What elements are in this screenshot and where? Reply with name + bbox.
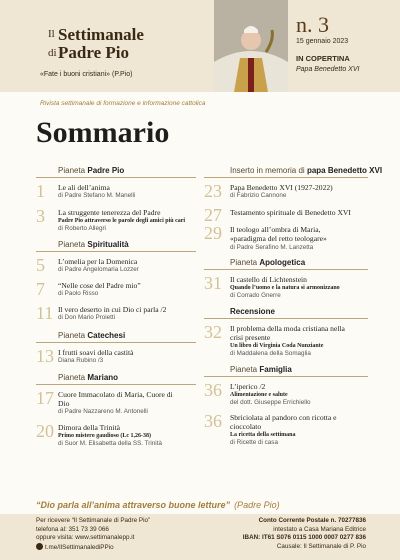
masthead-settimanale: Settimanale xyxy=(58,25,144,44)
section-mariano: Pianeta Mariano xyxy=(58,373,119,382)
article-title[interactable]: Il teologo all’ombra di Maria, «paradigma del retto teologare» xyxy=(230,225,327,244)
article-title[interactable]: “Nelle cose del Padre mio” xyxy=(58,281,141,290)
article-subtitle: Alimentazione e salute xyxy=(230,392,288,398)
section-rule xyxy=(36,384,196,385)
cover-subject: Papa Benedetto XVI xyxy=(296,66,360,73)
article-title[interactable]: L’omelia per la Domenica xyxy=(58,257,138,266)
article-author: di Padre Serafino M. Lanzetta xyxy=(230,244,314,251)
article-title[interactable]: I frutti soavi della castità xyxy=(58,348,134,357)
article-title[interactable]: Sbriciolata al pandoro con ricotta e cioccolato xyxy=(230,413,337,432)
telegram-link[interactable]: t.me/IlSettimanalediPPio xyxy=(45,543,114,551)
article-author: di Ricette di casa xyxy=(230,439,278,446)
cover-photo xyxy=(214,0,288,92)
article-title[interactable]: L’iperico /2 xyxy=(230,382,266,391)
postal-account: Conto Corrente Postale n. 70277836 xyxy=(258,517,366,524)
article-title[interactable]: La struggente tenerezza del Padre xyxy=(58,208,161,217)
article-subtitle: La ricetta della settimana xyxy=(230,432,296,438)
phone-text[interactable]: telefona al: 351 73 39 066 xyxy=(36,525,109,533)
article-author: di Padre Angelomaria Lozzer xyxy=(58,266,139,273)
page-title: Sommario xyxy=(36,116,170,149)
cover-label: IN COPERTINA xyxy=(296,54,350,63)
article-author: di Don Mario Proietti xyxy=(58,314,116,321)
article-author: di Corrado Gnerre xyxy=(230,292,281,299)
footer-payment xyxy=(210,517,366,551)
section-recensione: Recensione xyxy=(230,307,275,316)
page-number: 29 xyxy=(204,223,222,243)
telegram-icon xyxy=(36,543,43,550)
page-number: 27 xyxy=(204,205,222,225)
article-author: Diana Rubino /3 xyxy=(58,357,104,364)
section-rule xyxy=(36,251,196,252)
section-apologetica: Pianeta Apologetica xyxy=(230,258,306,267)
article-title[interactable]: Il problema della moda cristiana nella crisi presente xyxy=(230,324,345,343)
quote-author: (Padre Pio) xyxy=(234,500,280,510)
account-holder: intestato a Casa Mariana Editrice xyxy=(273,525,366,533)
article-author: di Paolo Risso xyxy=(58,290,99,297)
article-subtitle: Un libro di Virginia Coda Nunziante xyxy=(230,343,324,349)
article-title[interactable]: Cuore Immacolato di Maria, Cuore di Dio xyxy=(58,390,173,409)
page-number: 36 xyxy=(204,380,222,400)
section-rule xyxy=(204,269,368,270)
article-author: di Roberto Allegri xyxy=(58,225,106,232)
article-subtitle: Padre Pio attraverso le parole degli amici più cari xyxy=(58,218,186,224)
article-author: di Fabrizio Cannone xyxy=(230,192,287,199)
section-rule xyxy=(36,342,196,343)
page-number: 7 xyxy=(36,279,45,299)
section-padre-pio: Pianeta Padre Pio xyxy=(58,166,125,175)
footer-contact xyxy=(36,517,150,552)
section-inserto: Inserto in memoria di papa Benedetto XVI xyxy=(230,166,383,175)
page-number: 13 xyxy=(36,346,54,366)
section-rule xyxy=(204,376,368,377)
section-rule xyxy=(204,318,368,319)
masthead-motto: «Fate i buoni cristiani» (P.Pio) xyxy=(40,71,133,78)
article-title[interactable]: Il vero deserto in cui Dio ci parla /2 xyxy=(58,305,167,314)
page-number: 32 xyxy=(204,322,222,342)
article-title[interactable]: Le ali dell’anima xyxy=(58,183,110,192)
section-catechesi: Pianeta Catechesi xyxy=(58,331,126,340)
issue-date: 15 gennaio 2023 xyxy=(296,38,349,45)
article-author: di Padre Nazzareno M. Antonelli xyxy=(58,408,148,415)
page-number: 5 xyxy=(36,255,45,275)
article-subtitle: Primo mistero gaudioso (Lc 1,26-38) xyxy=(58,433,152,439)
article-author: del dott. Giuseppe Errichiello xyxy=(230,399,311,406)
page-number: 36 xyxy=(204,411,222,431)
masthead-di: di xyxy=(48,47,57,59)
section-rule xyxy=(204,177,368,178)
payment-reason: Causale: Il Settimanale di P. Pio xyxy=(276,542,366,550)
article-title[interactable]: Papa Benedetto XVI (1927-2022) xyxy=(230,183,333,192)
issue-number: n. 3 xyxy=(296,12,329,37)
article-author: di Padre Stefano M. Manelli xyxy=(58,192,136,199)
article-author: di Maddalena della Somaglia xyxy=(230,350,311,357)
article-subtitle: Quando l’uomo e la natura si armonizzano xyxy=(230,285,340,291)
subscribe-text: Per ricevere “Il Settimanale di Padre Pio” xyxy=(36,517,151,524)
quote: “Dio parla all’anima attraverso buone letture” (Padre Pio) xyxy=(36,500,280,510)
page-number: 20 xyxy=(36,421,54,441)
page-number: 17 xyxy=(36,388,54,408)
masthead-padre-pio: Padre Pio xyxy=(58,43,129,62)
page-number: 1 xyxy=(36,181,45,201)
article-title[interactable]: Dimora della Trinità xyxy=(58,423,121,432)
website-link[interactable]: oppure visita: www.settimanalepp.it xyxy=(36,534,135,541)
section-famiglia: Pianeta Famiglia xyxy=(230,365,292,374)
article-title[interactable]: Il castello di Lichtenstein xyxy=(230,275,307,284)
page-number: 23 xyxy=(204,181,222,201)
page-number: 31 xyxy=(204,273,222,293)
iban: IBAN: IT61 S076 0115 1000 0007 0277 836 xyxy=(242,534,366,541)
article-author: di Suor M. Elisabetta della SS. Trinità xyxy=(58,440,162,447)
page-number: 3 xyxy=(36,206,45,226)
section-spiritualita: Pianeta Spiritualità xyxy=(58,240,129,249)
section-rule xyxy=(36,177,196,178)
article-title[interactable]: Testamento spirituale di Benedetto XVI xyxy=(230,208,351,217)
masthead-il: Il xyxy=(48,28,55,40)
page-number: 11 xyxy=(36,303,54,323)
tagline: Rivista settimanale di formazione e informazione cattolica xyxy=(40,100,206,107)
